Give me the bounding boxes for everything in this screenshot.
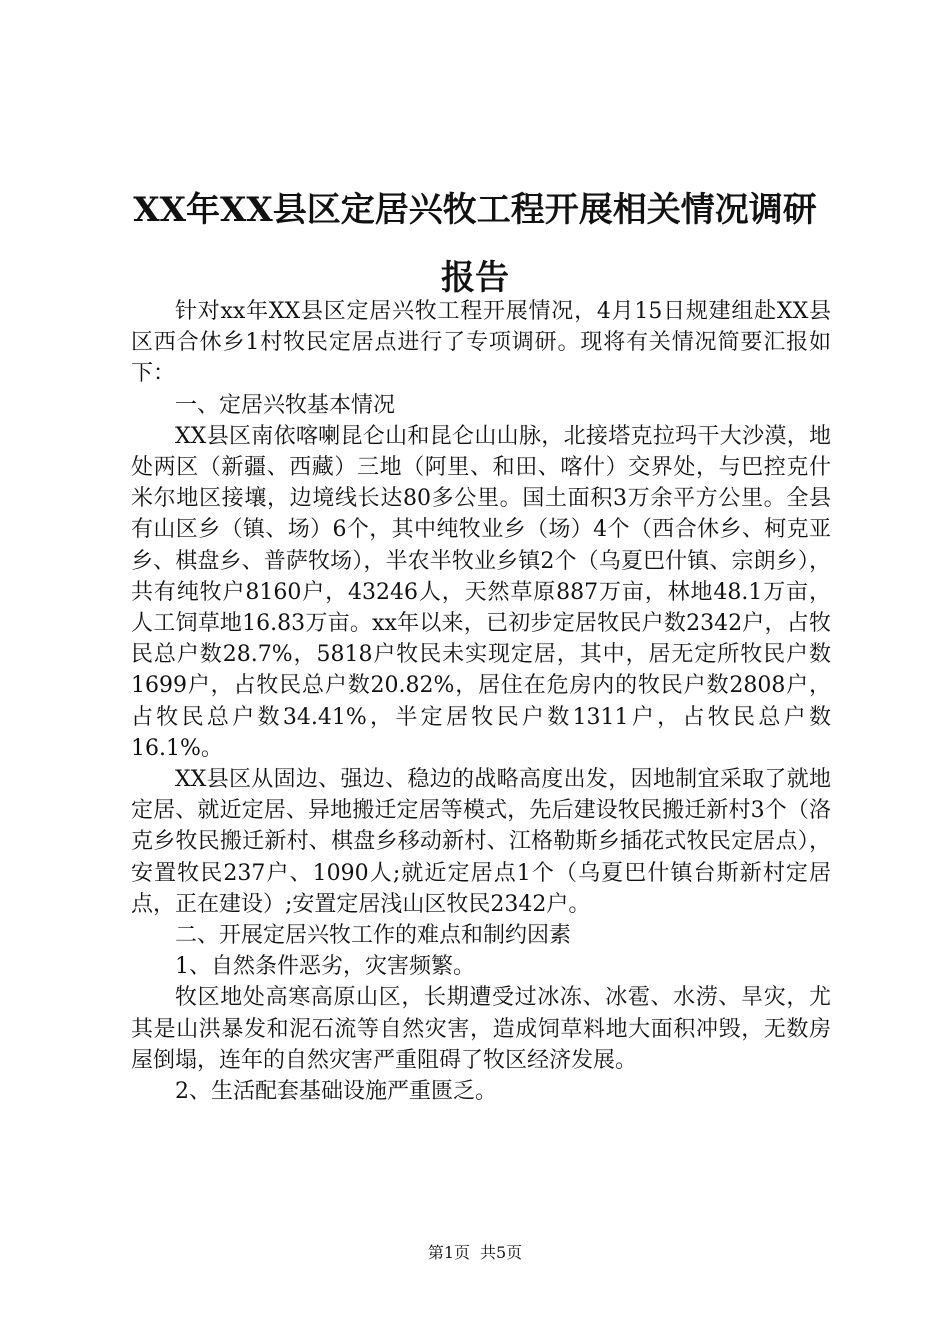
- page-total: 共5页: [480, 1243, 523, 1262]
- section-heading-1: 一、定居兴牧基本情况: [175, 392, 396, 418]
- body-paragraph: 牧区地处高寒高原山区，长期遭受过冰冻、冰雹、水涝、旱灾，尤其是山洪暴发和泥石流等自然灾害，造成饲草料地大面积冲毁，无数房屋倒塌，连年的自然灾害严重阻碍了牧区经济发展。: [131, 985, 831, 1073]
- document-body: [131, 296, 831, 1107]
- subsection-heading-1: 1、自然条件恶劣，灾害频繁。: [175, 954, 475, 980]
- page-footer: [0, 1243, 950, 1263]
- intro-paragraph: 针对xx年XX县区定居兴牧工程开展情况，4月15日规建组赴XX县区西合休乡1村牧民定居点进行了专项调研。现将有关情况简要汇报如下：: [131, 299, 831, 387]
- title-line-1: XX年XX县区定居兴牧工程开展相关情况调研: [133, 190, 817, 230]
- body-paragraph: XX县区南依喀喇昆仑山和昆仑山山脉，北接塔克拉玛干大沙漠，地处两区（新疆、西藏）三地（阿里、和田、喀什）交界处，与巴控克什米尔地区接壤，边境线长达80多公里。国土面积3万余平方公里。全县有山区乡（镇、场）6个，其中纯牧业乡（场）4个（西合休乡、柯克亚乡、棋盘乡、普萨牧场），半农半牧业乡镇2个（乌夏巴什镇、宗朗乡），共有纯牧户8160户，43246人，天然草原887万亩，林地48.1万亩，人工饲草地16.83万亩。xx年以来，已初步定居牧民户数2342户，占牧民总户数28.7%，5818户牧民未实现定居，其中，居无定所牧民户数1699户，占牧民总户数20.82%，居住在危房内的牧民户数2808户，占牧民总户数34.41%，半定居牧民户数1311户，占牧民总户数16.1%。: [131, 423, 831, 761]
- section-heading-2: 二、开展定居兴牧工作的难点和制约因素: [175, 923, 572, 949]
- page-number: 第1页: [427, 1243, 470, 1262]
- title-line-2: 报告: [441, 258, 509, 298]
- subsection-heading-2: 2、生活配套基础设施严重匮乏。: [175, 1079, 497, 1105]
- body-paragraph: XX县区从固边、强边、稳边的战略高度出发，因地制宜采取了就地定居、就近定居、异地搬迁定居等模式，先后建设牧民搬迁新村3个（洛克乡牧民搬迁新村、棋盘乡移动新村、江格勒斯乡插花式牧民定居点），安置牧民237户、1090人;就近定居点1个（乌夏巴什镇台斯新村定居点，正在建设）;安置定居浅山区牧民2342户。: [131, 767, 831, 917]
- document-title: [120, 176, 830, 312]
